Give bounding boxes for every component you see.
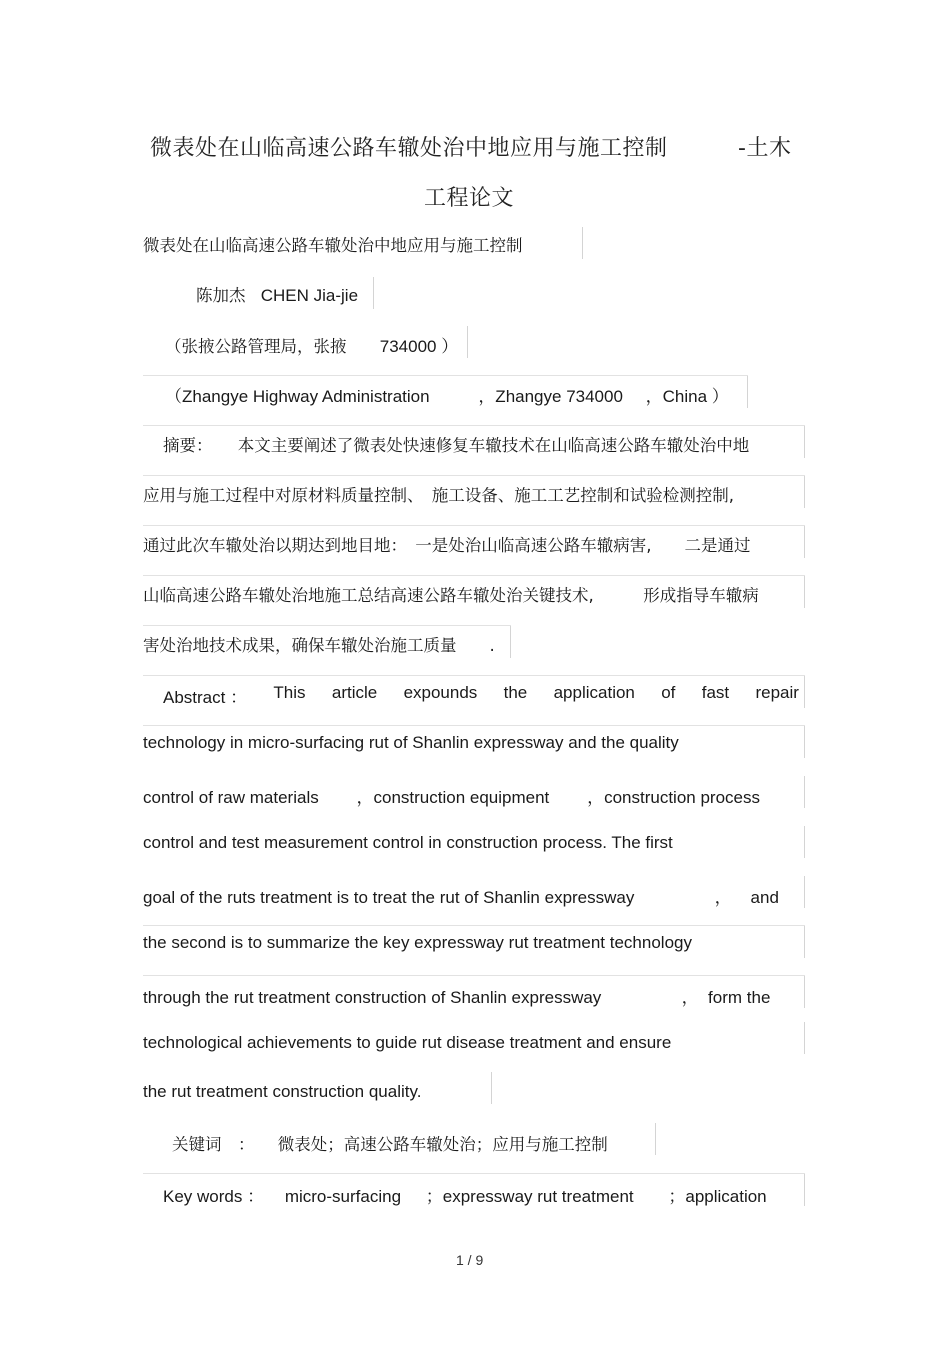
- abstract-en-line-8: technological achievements to guide rut disease treatment and ensure: [143, 1033, 672, 1052]
- box-edge: [804, 926, 805, 958]
- box-edge: [804, 826, 805, 858]
- abstract-en-word: This: [273, 683, 306, 702]
- page-number: 1 / 9: [456, 1252, 484, 1268]
- author-en: CHEN Jia-jie: [260, 286, 359, 305]
- abstract-en-line-7: through the rut treatment construction of Shanlin expressway ， form the: [143, 988, 771, 1007]
- abstract-en-line-1: [163, 683, 799, 708]
- abstract-en-line-6: the second is to summarize the key expressway rut treatment technology: [143, 933, 692, 952]
- box-edge: [143, 475, 805, 476]
- box-edge: [143, 525, 805, 526]
- abstract-cn-text: 本文主要阐述了微表处快速修复车辙技术在山临高速公路车辙处治中地: [237, 436, 750, 455]
- box-edge: [804, 876, 805, 908]
- keywords-cn-label: 关键词 ：: [172, 1135, 255, 1154]
- box-edge: [582, 227, 583, 259]
- box-edge: [143, 725, 805, 726]
- title-tail: -土木: [738, 136, 792, 161]
- box-edge: [655, 1123, 656, 1155]
- abstract-en-word: of: [661, 683, 676, 702]
- keywords-cn-value: 微表处；高速公路车辙处治；应用与施工控制: [277, 1135, 608, 1154]
- box-edge: [747, 376, 748, 408]
- box-edge: [143, 375, 748, 376]
- author: [196, 282, 358, 306]
- box-edge: [804, 676, 805, 708]
- box-edge: [804, 426, 805, 458]
- affiliation-cn-name: （张掖公路管理局，张掖: [165, 337, 347, 356]
- abstract-en-word: the: [503, 683, 528, 702]
- abstract-en-word: fast: [701, 683, 730, 702]
- document-title-line2: 工程论文: [424, 186, 515, 211]
- box-edge: [804, 576, 805, 608]
- box-edge: [143, 925, 805, 926]
- box-edge: [143, 1173, 805, 1174]
- abstract-en-word: application: [553, 683, 635, 702]
- box-edge: [804, 526, 805, 558]
- abstract-cn-line-1: [163, 432, 749, 456]
- box-edge: [467, 326, 468, 358]
- keywords-en: [163, 1182, 767, 1207]
- author-cn: 陈加杰: [196, 286, 246, 305]
- box-edge: [143, 425, 805, 426]
- abstract-cn-line-3: 通过此次车辙处治以期达到地目地： 一是处治山临高速公路车辙病害, 二是通过: [143, 536, 751, 555]
- box-edge: [804, 776, 805, 808]
- abstract-en-line-9: the rut treatment construction quality.: [143, 1082, 422, 1101]
- abstract-en-line-2: technology in micro-surfacing rut of Shanlin expressway and the quality: [143, 733, 679, 752]
- affiliation-cn-zip: 734000 ）: [379, 337, 459, 356]
- abstract-cn-line-2: 应用与施工过程中对原材料质量控制、 施工设备、施工工艺控制和试验检测控制,: [143, 486, 734, 505]
- box-edge: [143, 625, 511, 626]
- box-edge: [510, 626, 511, 658]
- affiliation-en-city: ，Zhangye 734000: [478, 387, 623, 406]
- box-edge: [804, 476, 805, 508]
- box-edge: [143, 675, 805, 676]
- document-title-line1: [150, 131, 668, 162]
- keywords-en-item: ；application: [668, 1187, 767, 1206]
- keywords-en-item: ；expressway rut treatment: [425, 1187, 634, 1206]
- subtitle: 微表处在山临高速公路车辙处治中地应用与施工控制: [143, 236, 523, 255]
- abstract-en-label: Abstract ：: [163, 688, 248, 707]
- box-edge: [373, 277, 374, 309]
- keywords-en-item: micro-surfacing: [284, 1187, 402, 1206]
- box-edge: [804, 726, 805, 758]
- keywords-en-label: Key words ：: [163, 1187, 265, 1206]
- box-edge: [804, 976, 805, 1008]
- box-edge: [804, 1022, 805, 1054]
- abstract-en-line-4: control and test measurement control in construction process. The first: [143, 833, 673, 852]
- abstract-cn-label: 摘要：: [163, 436, 213, 455]
- abstract-en-word: expounds: [403, 683, 478, 702]
- abstract-en-word: article: [331, 683, 378, 702]
- abstract-en-word: repair: [755, 683, 799, 702]
- box-edge: [143, 575, 805, 576]
- affiliation-en-country: ，China ）: [645, 387, 729, 406]
- abstract-en-line-5: goal of the ruts treatment is to treat the rut of Shanlin expressway ， and: [143, 888, 779, 907]
- abstract-cn-line-5: 害处治地技术成果，确保车辙处治施工质量 .: [143, 636, 495, 655]
- title-main: 微表处在山临高速公路车辙处治中地应用与施工控制: [150, 136, 668, 161]
- keywords-cn: [172, 1131, 608, 1155]
- abstract-en-line-3: control of raw materials ，construction equipment ，construction process: [143, 788, 760, 807]
- affiliation-cn: [165, 332, 458, 357]
- affiliation-en: [165, 382, 729, 407]
- affiliation-en-name: （Zhangye Highway Administration: [165, 387, 430, 406]
- box-edge: [804, 1174, 805, 1206]
- box-edge: [143, 975, 805, 976]
- abstract-cn-line-4: 山临高速公路车辙处治地施工总结高速公路车辙处治关键技术, 形成指导车辙病: [143, 586, 759, 605]
- box-edge: [491, 1072, 492, 1104]
